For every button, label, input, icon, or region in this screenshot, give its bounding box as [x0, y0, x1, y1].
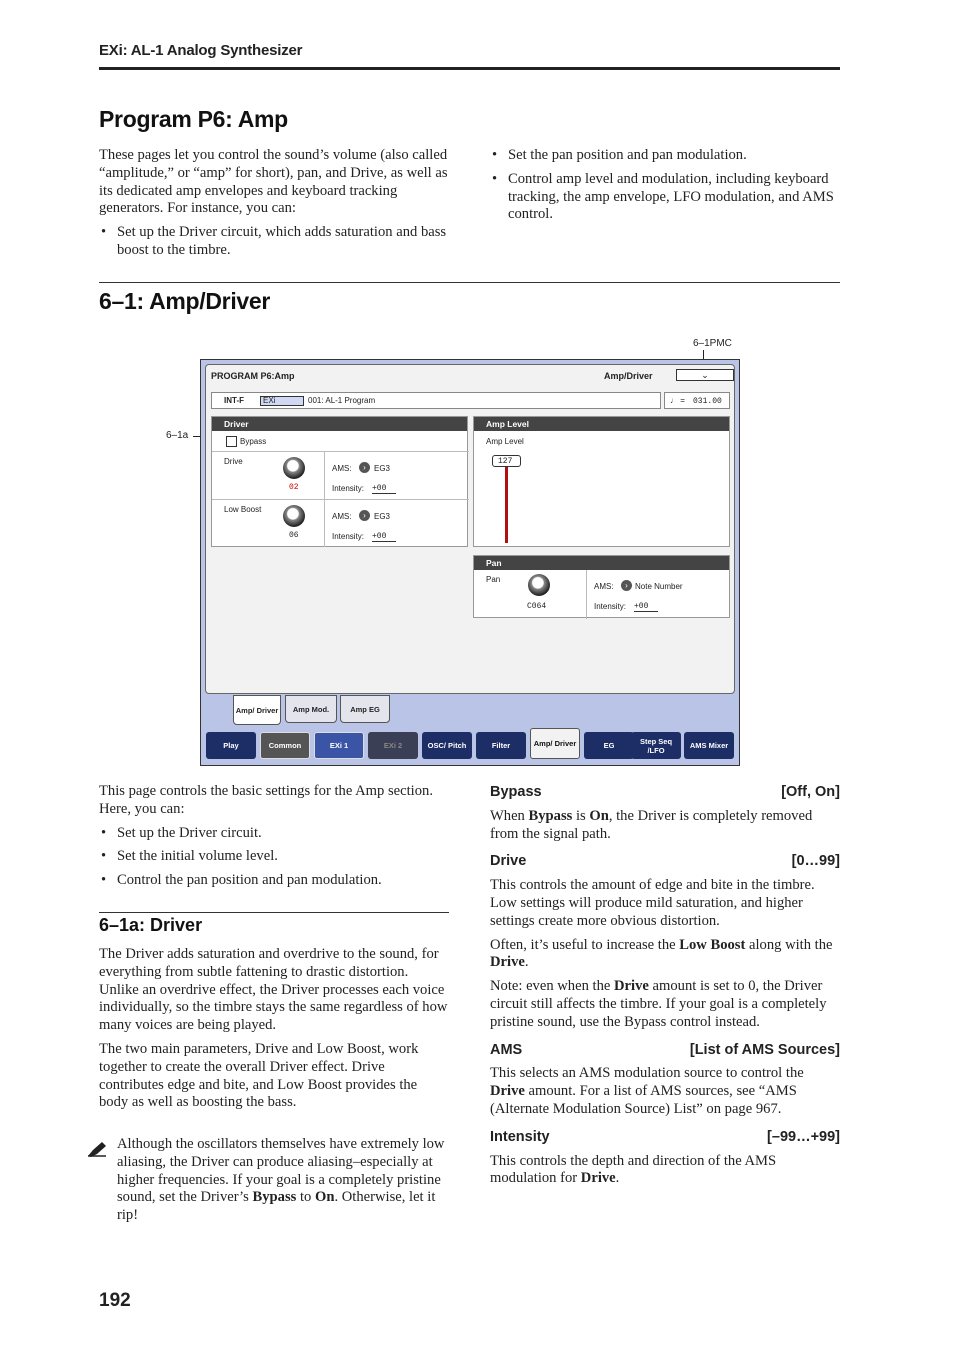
param-bypass: [490, 784, 840, 802]
left-column: [99, 783, 449, 896]
driver-panel: [211, 416, 468, 547]
note-text-a: Although the oscillators themselves have extremely low aliasing, the Driver can produce aliasing–especially at higher frequencies. If your goal is a completely pristine sound, set the Driver’s: [117, 1136, 445, 1206]
param-range: [Off, On]: [781, 784, 840, 800]
program-select-bar[interactable]: [211, 392, 661, 409]
param-ams: [490, 1042, 840, 1060]
tab-ams-mixer[interactable]: AMS Mixer: [684, 732, 734, 759]
intensity-value[interactable]: +00: [372, 532, 396, 542]
amp-level-label: Amp Level: [486, 437, 524, 446]
param-intensity: [490, 1129, 840, 1147]
lowboost-value: 06: [289, 531, 299, 540]
pan-header: Pan: [474, 556, 729, 570]
ams-popup-button[interactable]: [359, 462, 370, 473]
param-name: AMS: [490, 1041, 523, 1058]
tab-osc-pitch[interactable]: OSC/ Pitch: [422, 732, 472, 759]
paragraph: Note: even when the Drive amount is set to 0, the Driver circuit still affects the timbre. If your goal is a completely pristine sound, use the Bypass control instead.: [490, 978, 827, 1030]
subtab-amp-driver[interactable]: Amp/ Driver: [233, 695, 281, 725]
paragraph: This controls the amount of edge and bite in the timbre. Low settings will produce mild saturation, and higher settings create more obvious distortion.: [490, 877, 815, 929]
screen-title: PROGRAM P6:Amp: [211, 371, 295, 381]
ams-value: EG3: [374, 464, 391, 473]
pan-ams-value: Note Number: [635, 582, 683, 591]
paragraph: The Driver adds saturation and overdrive to the sound, for everything from subtle fattening to drastic distortion. Unlike an overdrive effect, the Driver processes each voice individually, so the timbre stays the same regardless of how many voices are being played.: [99, 946, 448, 1034]
subtab-amp-eg[interactable]: Amp EG: [340, 695, 390, 723]
pan-knob[interactable]: [528, 574, 550, 596]
divider: [212, 499, 469, 500]
divider: [586, 570, 587, 619]
paragraph: This selects an AMS modulation source to control the Drive amount. For a list of AMS sources, see “AMS (Alternate Modulation Source) List” on page 967.: [490, 1065, 804, 1117]
paragraph: This controls the depth and direction of the AMS modulation for Drive.: [490, 1152, 777, 1187]
tab-common[interactable]: Common: [260, 732, 310, 759]
subsection-title: 6–1a: Driver: [99, 915, 203, 935]
note-bold-bypass: Bypass: [252, 1189, 297, 1206]
paragraph: The two main parameters, Drive and Low Boost, work together to create the overall Driver effect. Drive contributes edge and bite, and Low Boost provides the body as well as boosting the bass.: [99, 1040, 419, 1111]
tab-exi-1[interactable]: EXi 1: [314, 732, 364, 759]
paragraph: Often, it’s useful to increase the Low Boost along with the Drive.: [490, 936, 833, 971]
tab-play[interactable]: Play: [206, 732, 256, 759]
bypass-checkbox[interactable]: [226, 436, 237, 447]
running-header: EXi: AL-1 Analog Synthesizer: [99, 42, 303, 59]
pan-value: C064: [527, 602, 547, 611]
ams-label: AMS:: [332, 512, 352, 521]
tempo-value: 031.00: [693, 397, 722, 406]
param-range: [–99…+99]: [767, 1128, 840, 1145]
page-menu-button[interactable]: [676, 369, 734, 381]
tab-step-seq-lfo[interactable]: Step Seq /LFO: [631, 732, 681, 759]
bank-label: INT-F: [224, 396, 244, 405]
tab-eg[interactable]: EG: [584, 732, 634, 759]
intro-right: [490, 147, 840, 230]
note-bold-on: On: [314, 1189, 335, 1206]
ams-label: AMS:: [594, 582, 614, 591]
pan-label: Pan: [486, 575, 501, 584]
param-name: Drive: [490, 853, 527, 870]
note-pencil-icon: [86, 1140, 108, 1158]
bypass-label: Bypass: [240, 437, 267, 446]
list-item: • Set up the Driver circuit.: [99, 825, 449, 843]
tab-amp-driver[interactable]: Amp/ Driver: [530, 728, 580, 759]
list-item: • Set up the Driver circuit, which adds saturation and bass boost to the timbre.: [99, 224, 449, 260]
amp-level-slider-handle[interactable]: [492, 455, 521, 467]
param-drive: [490, 853, 840, 871]
list-item: • Set the pan position and pan modulation.: [490, 147, 840, 165]
callout-a: 6–1a: [166, 430, 189, 441]
exi-field: EXi: [260, 396, 304, 406]
note-text-c: to: [296, 1189, 315, 1206]
page-number: 192: [99, 1290, 131, 1311]
paragraph: This page controls the basic settings for the Amp section. Here, you can:: [99, 783, 433, 817]
callout-pmc: 6–1PMC: [693, 338, 732, 349]
intro-paragraph: These pages let you control the sound’s volume (also called “amplitude,” or “amp” for short), pan, and Drive, as well as its dedicated amp envelopes and keyboard tracking generators. For instance, you can:: [99, 147, 448, 217]
drive-value: 02: [289, 483, 299, 492]
tempo-field[interactable]: [664, 392, 730, 409]
program-name: 001: AL-1 Program: [308, 396, 376, 405]
amp-level-panel: [473, 416, 730, 547]
drive-label: Drive: [224, 457, 243, 466]
param-name: Intensity: [490, 1128, 550, 1145]
intensity-value[interactable]: +00: [634, 602, 658, 612]
note-text: [117, 1136, 449, 1231]
paragraph: When Bypass is On, the Driver is completely removed from the signal path.: [490, 807, 813, 842]
screen-main: [205, 364, 735, 694]
param-range: [0…99]: [791, 853, 840, 870]
list-item: • Control amp level and modulation, including keyboard tracking, the amp envelope, LFO modulation, and AMS control.: [490, 171, 840, 224]
ams-value: EG3: [374, 512, 391, 521]
list-item: • Set the initial volume level.: [99, 848, 449, 866]
amp-level-slider-bar: [505, 461, 508, 543]
ams-popup-button[interactable]: [359, 510, 370, 521]
page-title: 6–1: Amp/Driver: [99, 288, 271, 314]
driver-header: Driver: [212, 417, 467, 431]
param-name: Bypass: [490, 784, 542, 800]
intensity-label: Intensity:: [332, 532, 365, 541]
intro-left: [99, 147, 449, 266]
tab-exi-2[interactable]: EXi 2: [368, 732, 418, 759]
ams-label: AMS:: [332, 464, 352, 473]
intensity-label: Intensity:: [594, 602, 627, 611]
subtab-amp-mod[interactable]: Amp Mod.: [285, 695, 337, 723]
ams-popup-button[interactable]: [621, 580, 632, 591]
param-range: [List of AMS Sources]: [689, 1041, 840, 1058]
arrow-right-icon: ›: [363, 463, 366, 472]
arrow-right-icon: ›: [363, 511, 366, 520]
lcd-screenshot: [200, 359, 740, 766]
pan-panel: [473, 555, 730, 618]
intensity-value[interactable]: +00: [372, 484, 396, 494]
chevron-down-icon: ⌄: [701, 370, 709, 380]
section-title: Program P6: Amp: [99, 106, 288, 132]
note-text-d: . Otherwise, let it rip!: [117, 1189, 436, 1224]
drive-knob[interactable]: [283, 457, 305, 479]
amp-level-header: Amp Level: [474, 417, 729, 431]
section-rule: [99, 282, 840, 283]
lowboost-knob[interactable]: [283, 505, 305, 527]
page-menu-label: Amp/Driver: [604, 371, 653, 381]
driver-text: [99, 946, 449, 1118]
amp-level-value: 127: [498, 457, 513, 466]
intensity-label: Intensity:: [332, 484, 365, 493]
header-rule: [99, 67, 840, 70]
subsection-rule: [99, 912, 449, 913]
tab-filter[interactable]: Filter: [476, 732, 526, 759]
list-item: • Control the pan position and pan modulation.: [99, 872, 449, 890]
lowboost-label: Low Boost: [224, 505, 262, 514]
arrow-right-icon: ›: [625, 581, 628, 590]
right-column: [490, 780, 840, 1194]
divider: [212, 451, 469, 452]
tempo-symbol: ♩ =: [670, 396, 685, 405]
